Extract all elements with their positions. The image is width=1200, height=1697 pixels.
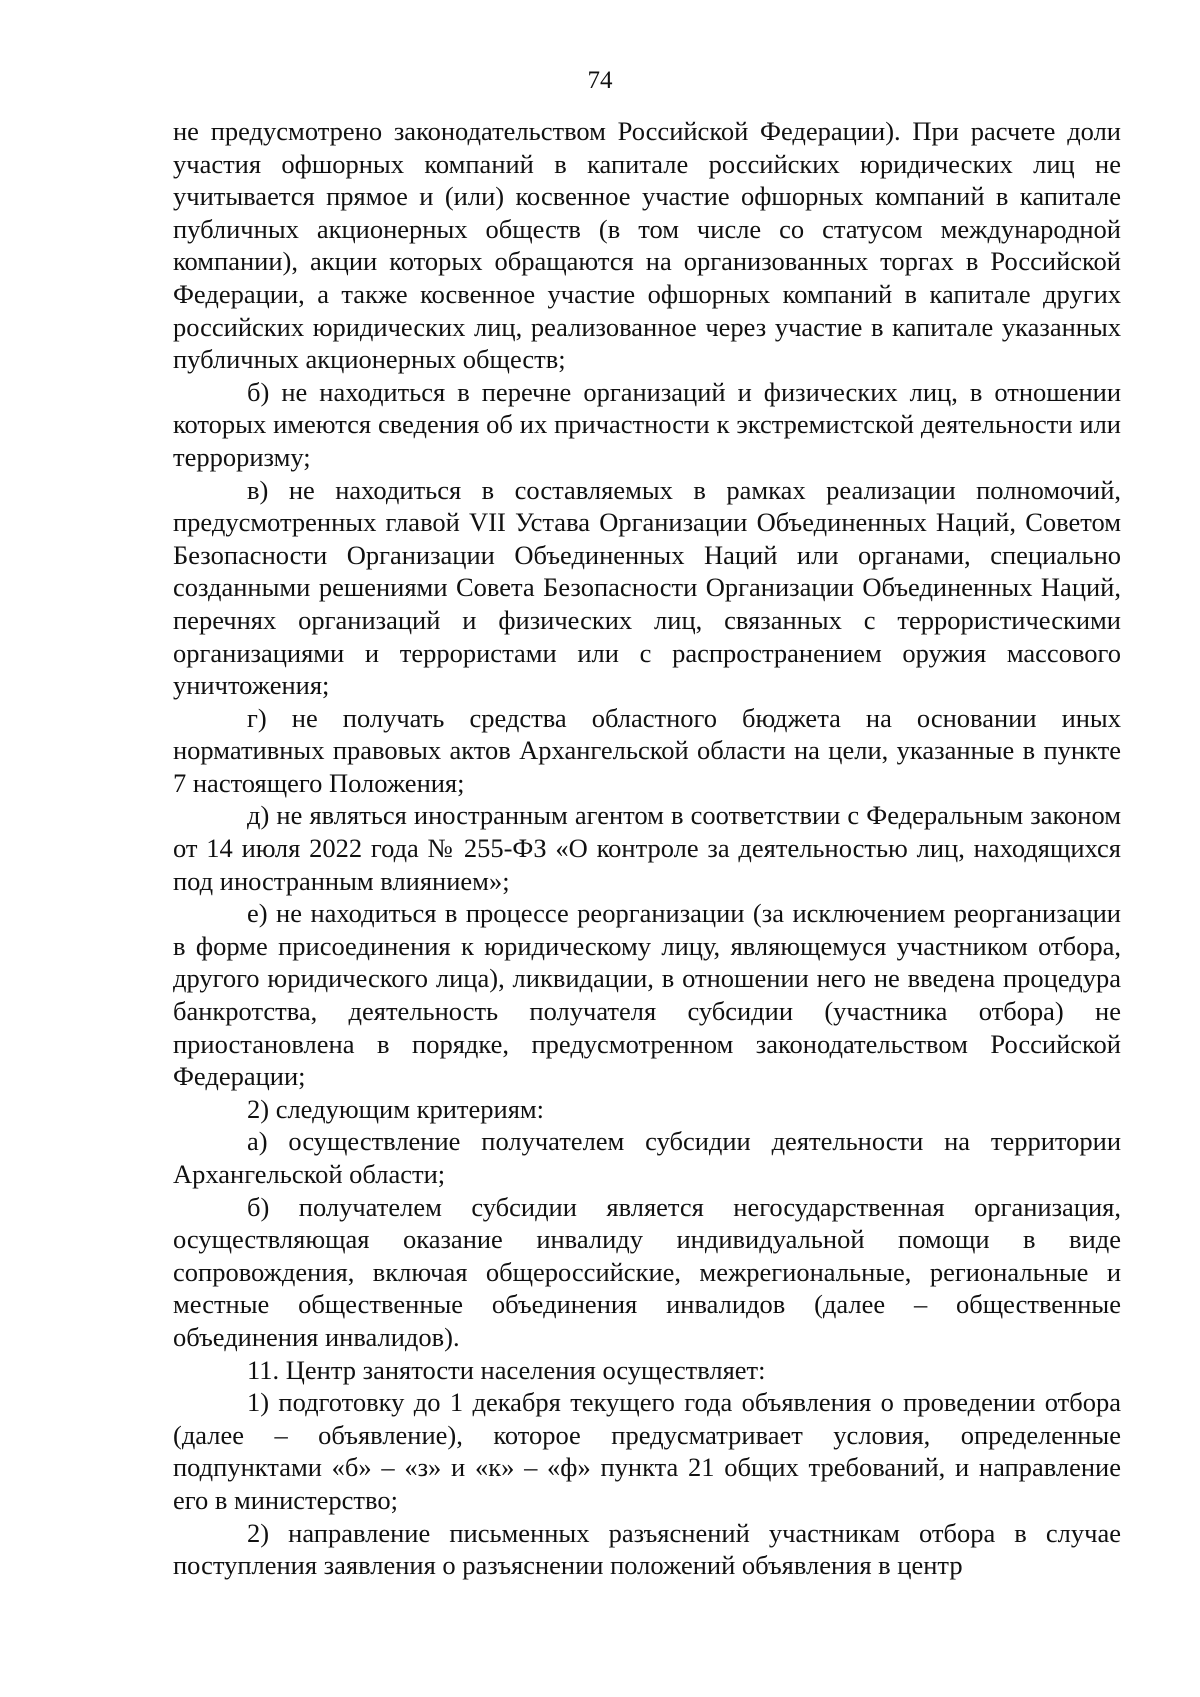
page-number: 74 xyxy=(587,67,613,94)
paragraph: б) получателем субсидии является негосударственная организация, осуществляющая оказание инвалиду индивидуальной помощи в виде сопровождения, включая общероссийские, межрегиональные, региональные и местные общественные объединения инвалидов (далее – общественные объединения инвалидов). xyxy=(173,1191,1121,1352)
paragraph: 2) направление письменных разъяснений участникам отбора в случае поступления заявления о разъяснении положений объявления в центр xyxy=(173,1517,1121,1581)
paragraph: б) не находиться в перечне организаций и физических лиц, в отношении которых имеются сведения об их причастности к экстремистской деятельности или терроризму; xyxy=(173,376,1121,472)
paragraph: а) осуществление получателем субсидии деятельности на территории Архангельской области; xyxy=(173,1126,1121,1189)
body-text xyxy=(173,115,1121,1582)
paragraph: 2) следующим критериям: xyxy=(247,1093,545,1124)
paragraph: в) не находиться в составляемых в рамках реализации полномочий, предусмотренных главой VII Устава Организации Объединенных Наций, Советом Безопасности Организации Объединенных Наций или органами, специально созданными решениями Совета Безопасности Организации Объединенных Наций, перечнях организаций и физических лиц, связанных с террористическими организациями и террористами или с распространением оружия массового уничтожения; xyxy=(173,474,1121,701)
paragraph: г) не получать средства областного бюджета на основании иных нормативных правовых актов Архангельской области на цели, указанные в пункте 7 настоящего Положения; xyxy=(173,702,1121,798)
paragraph: е) не находиться в процессе реорганизации (за исключением реорганизации в форме присоединения к юридическому лицу, являющемуся участником отбора, другого юридического лица), ликвидации, в отношении него не введена процедура банкротства, деятельность получателя субсидии (участника отбора) не приостановлена в порядке, предусмотренном законодательством Российской Федерации; xyxy=(173,898,1121,1092)
paragraph: 1) подготовку до 1 декабря текущего года объявления о проведении отбора (далее – объявление), которое предусматривает условия, определенные подпунктами «б» – «з» и «к» – «ф» пункта 21 общих требований, и направление его в министерство; xyxy=(173,1387,1121,1515)
paragraph: 11. Центр занятости населения осуществляет: xyxy=(247,1354,766,1385)
paragraph: не предусмотрено законодательством Российской Федерации). При расчете доли участия офшорных компаний в капитале российских юридических лиц не учитывается прямое и (или) косвенное участие офшорных компаний в капитале публичных акционерных обществ (в том числе со статусом международной компании), акции которых обращаются на организованных торгах в Российской Федерации, а также косвенное участие офшорных компаний в капитале других российских юридических лиц, реализованное через участие в капитале указанных публичных акционерных обществ; xyxy=(173,116,1121,375)
paragraph: д) не являться иностранным агентом в соответствии с Федеральным законом от 14 июля 2022 года № 255-ФЗ «О контроле за деятельностью лиц, находящихся под иностранным влиянием»; xyxy=(173,800,1121,896)
